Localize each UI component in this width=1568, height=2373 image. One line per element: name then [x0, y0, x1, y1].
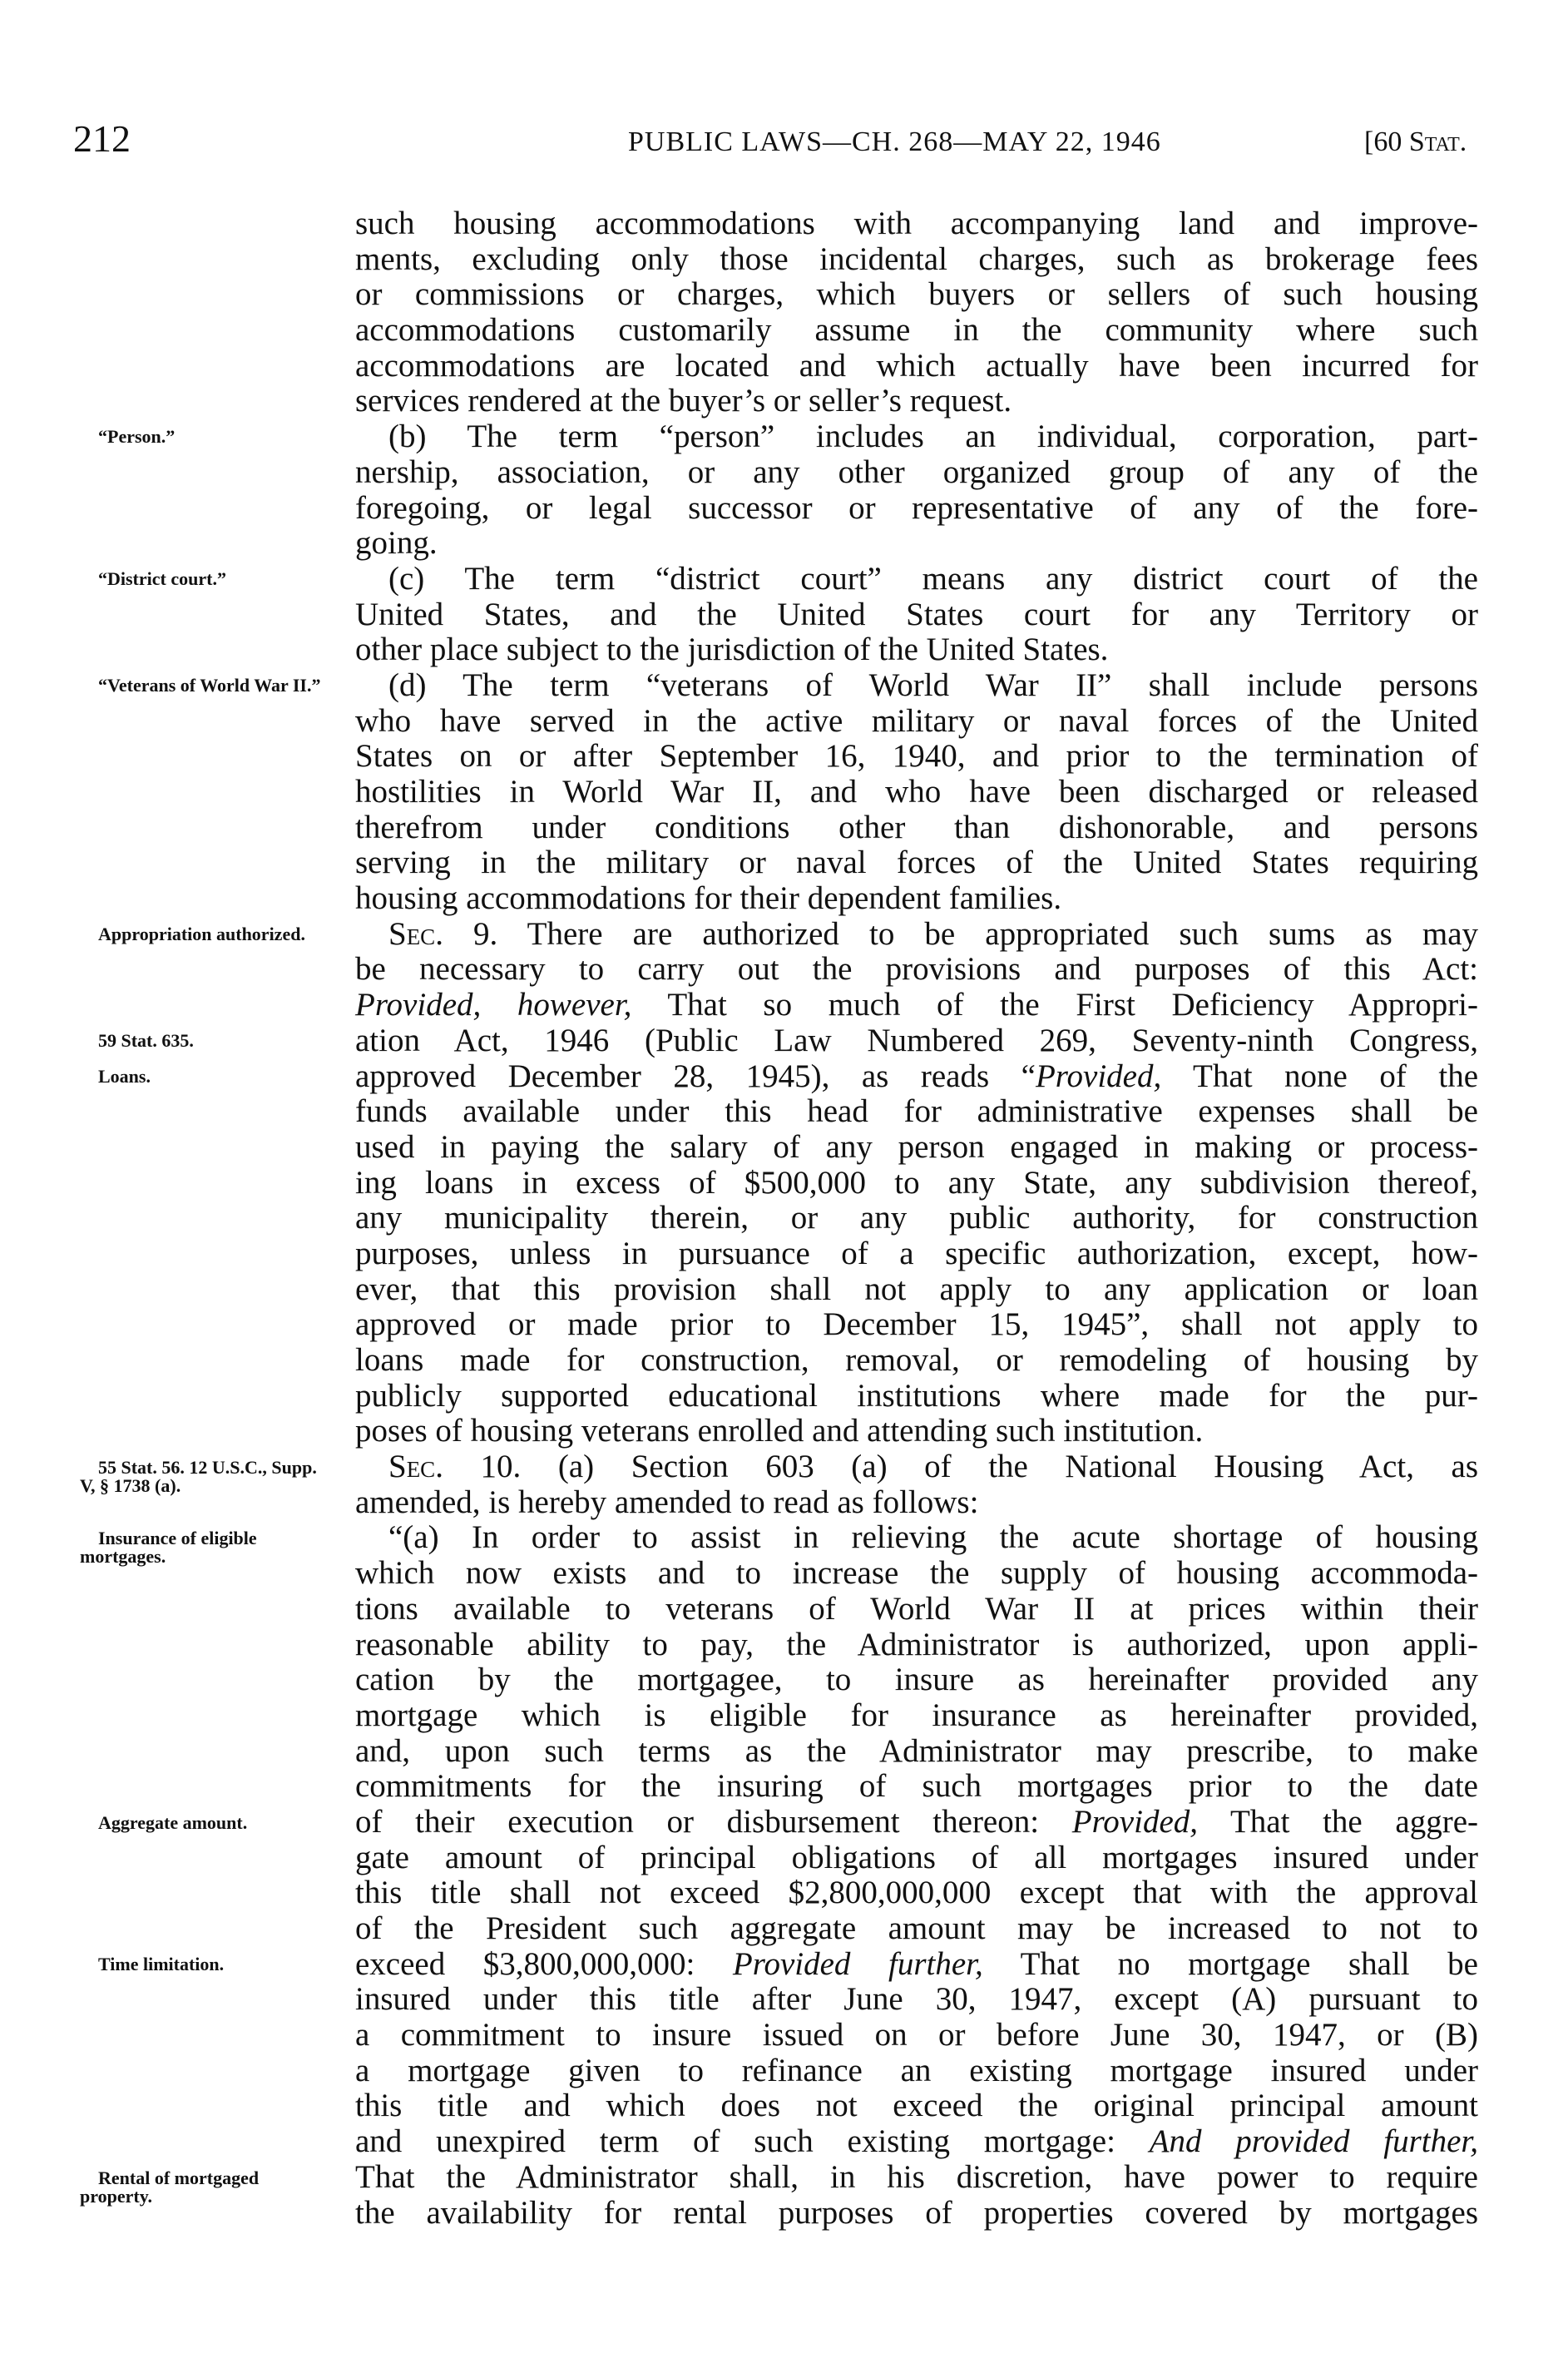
text-segment: used in paying the salary of any person engaged in making or process-: [355, 1128, 1478, 1165]
text-line: [355, 1556, 1478, 1592]
margin-note: 55 Stat. 56. 12 U.S.C., Supp. V, § 1738 (a).: [80, 1456, 317, 1496]
text-line: [355, 739, 1478, 775]
text-segment: nership, association, or any other organized group of any of the: [355, 453, 1478, 490]
text-segment: foregoing, or legal successor or representative of any of the fore-: [355, 489, 1478, 526]
margin-note: “Person.”: [98, 426, 176, 448]
text-line: [355, 845, 1478, 881]
text-line: [355, 491, 1478, 527]
text-line: [355, 1911, 1478, 1947]
text-line: [355, 1094, 1478, 1130]
text-segment: 9. There are authorized to be appropriated such sums as may: [443, 915, 1478, 952]
text-line: [355, 1520, 1478, 1556]
text-line: [355, 1982, 1478, 2018]
text-line: [355, 206, 1478, 242]
margin-note: Aggregate amount.: [98, 1811, 248, 1833]
text-segment: serving in the military or naval forces of the United States requiring: [355, 845, 1478, 881]
text-segment: That the Administrator shall, in his discretion, have power to require: [355, 2158, 1478, 2195]
text-segment: of their execution or disbursement thereon:: [355, 1803, 1072, 1840]
text-segment: who have served in the active military or naval forces of the United: [355, 702, 1478, 739]
text-segment: 10. (a) Section 603 (a) of the National Housing Act, as: [443, 1449, 1478, 1485]
text-line: [355, 810, 1478, 846]
text-line: [355, 242, 1478, 278]
text-segment: Sec.: [388, 915, 443, 952]
text-line: [355, 1734, 1478, 1770]
text-segment: ation Act, 1946 (Public Law Numbered 269, Seventy-ninth Congress,: [355, 1022, 1478, 1058]
text-line: [355, 632, 1478, 668]
text-segment: purposes, unless in pursuance of a specific authorization, except, how-: [355, 1235, 1478, 1271]
text-line: [355, 2124, 1478, 2160]
text-segment: gate amount of principal obligations of all mortgages insured under: [355, 1839, 1478, 1875]
text-line: [355, 526, 1478, 562]
text-segment: ing loans in excess of $500,000 to any State, any subdivision thereof,: [355, 1164, 1478, 1201]
text-segment: other place subject to the jurisdiction of the United States.: [355, 632, 1109, 668]
text-segment: That so much of the First Deficiency Appropri-: [631, 987, 1478, 1023]
italic-text: And provided further,: [1149, 2123, 1478, 2160]
text-line: [355, 2160, 1478, 2196]
text-line: [355, 1627, 1478, 1663]
text-line: [355, 1379, 1478, 1414]
text-segment: a commitment to insure issued on or before June 30, 1947, or (B): [355, 2017, 1478, 2053]
text-segment: United States, and the United States court for any Territory or: [355, 596, 1478, 632]
margin-note: Loans.: [98, 1065, 151, 1087]
text-line: [355, 1662, 1478, 1698]
text-line: [355, 313, 1478, 349]
margin-note: Time limitation.: [98, 1954, 225, 1975]
text-line: [355, 704, 1478, 740]
text-line: [355, 597, 1478, 633]
text-line: [355, 349, 1478, 384]
text-segment: loans made for construction, removal, or remodeling of housing by: [355, 1342, 1478, 1378]
text-segment: any municipality therein, or any public authority, for construction: [355, 1200, 1478, 1236]
text-segment: poses of housing veterans enrolled and attending such institution.: [355, 1413, 1204, 1449]
text-line: [355, 1023, 1478, 1059]
text-segment: accommodations are located and which actually have been incurred for: [355, 347, 1478, 384]
text-line: [355, 419, 1478, 455]
text-line: [355, 1875, 1478, 1911]
text-segment: commitments for the insuring of such mortgages prior to the date: [355, 1768, 1478, 1805]
margin-note: Rental of mortgaged property.: [80, 2167, 260, 2207]
text-line: [355, 1805, 1478, 1840]
text-segment: or commissions or charges, which buyers or sellers of such housing: [355, 276, 1478, 313]
text-segment: accommodations customarily assume in the community where such: [355, 312, 1478, 349]
text-segment: this title shall not exceed $2,800,000,000 except that with the approval: [355, 1875, 1478, 1911]
text-segment: States on or after September 16, 1940, and prior to the termination of: [355, 738, 1478, 775]
page-number: 212: [73, 117, 131, 160]
text-segment: amended, is hereby amended to read as follows:: [355, 1484, 979, 1520]
text-line: [355, 1414, 1478, 1449]
text-segment: the availability for rental purposes of properties covered by mortgages: [355, 2194, 1478, 2231]
text-segment: publicly supported educational institutions where made for the pur-: [355, 1377, 1478, 1414]
text-segment: which now exists and to increase the supply of housing accommoda-: [355, 1555, 1478, 1592]
text-line: [355, 1272, 1478, 1308]
text-segment: ments, excluding only those incidental charges, such as brokerage fees: [355, 240, 1478, 277]
text-segment: this title and which does not exceed the original principal amount: [355, 2088, 1478, 2124]
body-text: [355, 206, 1478, 2231]
text-segment: That no mortgage shall be: [982, 1945, 1478, 1982]
text-segment: mortgage which is eligible for insurance as hereinafter provided,: [355, 1697, 1478, 1733]
text-line: [355, 952, 1478, 988]
running-header: PUBLIC LAWS—CH. 268—MAY 22, 1946: [628, 126, 1161, 157]
text-line: [355, 2053, 1478, 2089]
text-line: [355, 1201, 1478, 1236]
text-line: [355, 1343, 1478, 1379]
text-segment: going.: [355, 525, 438, 562]
italic-text: Provided, however,: [355, 987, 632, 1023]
text-line: [355, 988, 1478, 1023]
text-segment: services rendered at the buyer’s or seller’s request.: [355, 383, 1012, 419]
text-line: [355, 1947, 1478, 1983]
text-segment: and unexpired term of such existing mortgage:: [355, 2123, 1150, 2160]
margin-note: 59 Stat. 635.: [98, 1030, 194, 1052]
text-segment: insured under this title after June 30, 1947, except (A) pursuant to: [355, 1981, 1478, 2018]
margin-note: “Veterans of World War II.”: [98, 675, 321, 696]
text-line: [355, 775, 1478, 810]
text-segment: (c) The term “district court” means any district court of the: [388, 560, 1478, 597]
text-segment: That the aggre-: [1198, 1803, 1478, 1840]
text-line: [355, 1236, 1478, 1272]
text-segment: hostilities in World War II, and who have been discharged or released: [355, 774, 1478, 810]
statute-volume: [60 Stat.: [1364, 126, 1467, 157]
text-line: [355, 1449, 1478, 1485]
margin-note: “District court.”: [98, 568, 226, 589]
text-line: [355, 384, 1478, 419]
text-segment: be necessary to carry out the provisions and purposes of this Act:: [355, 951, 1478, 988]
text-line: [355, 1307, 1478, 1343]
text-line: [355, 2088, 1478, 2124]
text-segment: tions available to veterans of World War II at prices within their: [355, 1590, 1478, 1627]
text-segment: (d) The term “veterans of World War II” shall include persons: [388, 666, 1478, 703]
text-line: [355, 455, 1478, 491]
text-line: [355, 1592, 1478, 1627]
text-line: [355, 881, 1478, 917]
text-segment: That none of the: [1161, 1058, 1479, 1094]
text-line: [355, 1166, 1478, 1201]
margin-note: Insurance of eligible mortgages.: [80, 1527, 257, 1567]
text-line: [355, 2018, 1478, 2053]
text-segment: Sec.: [388, 1449, 443, 1485]
text-line: [355, 2196, 1478, 2232]
italic-text: Provided further,: [732, 1945, 983, 1982]
text-segment: therefrom under conditions other than dishonorable, and persons: [355, 809, 1478, 845]
text-segment: approved December 28, 1945), as reads “: [355, 1058, 1036, 1094]
text-segment: funds available under this head for administrative expenses shall be: [355, 1093, 1478, 1130]
text-line: [355, 1698, 1478, 1734]
text-segment: and, upon such terms as the Administrator may prescribe, to make: [355, 1732, 1478, 1769]
margin-note: Appropriation authorized.: [98, 924, 305, 944]
text-segment: such housing accommodations with accompanying land and improve-: [355, 206, 1478, 241]
text-line: [355, 1485, 1478, 1521]
italic-text: Provided,: [1071, 1803, 1199, 1840]
text-segment: (b) The term “person” includes an individual, corporation, part-: [388, 419, 1478, 455]
text-segment: ever, that this provision shall not apply to any application or loan: [355, 1271, 1478, 1307]
italic-text: Provided,: [1035, 1058, 1162, 1094]
text-line: [355, 277, 1478, 313]
text-segment: “(a) In order to assist in relieving the acute shortage of housing: [388, 1519, 1478, 1556]
text-line: [355, 1059, 1478, 1095]
text-line: [355, 1840, 1478, 1876]
text-segment: of the President such aggregate amount may be increased to not to: [355, 1910, 1478, 1946]
text-segment: a mortgage given to refinance an existing mortgage insured under: [355, 2052, 1478, 2088]
text-line: [355, 668, 1478, 704]
text-line: [355, 1130, 1478, 1166]
text-segment: housing accommodations for their dependent families.: [355, 880, 1062, 917]
text-segment: exceed $3,800,000,000:: [355, 1945, 733, 1982]
text-segment: reasonable ability to pay, the Administrator is authorized, upon appli-: [355, 1626, 1478, 1662]
text-line: [355, 917, 1478, 953]
text-segment: approved or made prior to December 15, 1945”, shall not apply to: [355, 1306, 1478, 1343]
text-line: [355, 1769, 1478, 1805]
text-segment: cation by the mortgagee, to insure as hereinafter provided any: [355, 1662, 1478, 1698]
text-line: [355, 562, 1478, 597]
